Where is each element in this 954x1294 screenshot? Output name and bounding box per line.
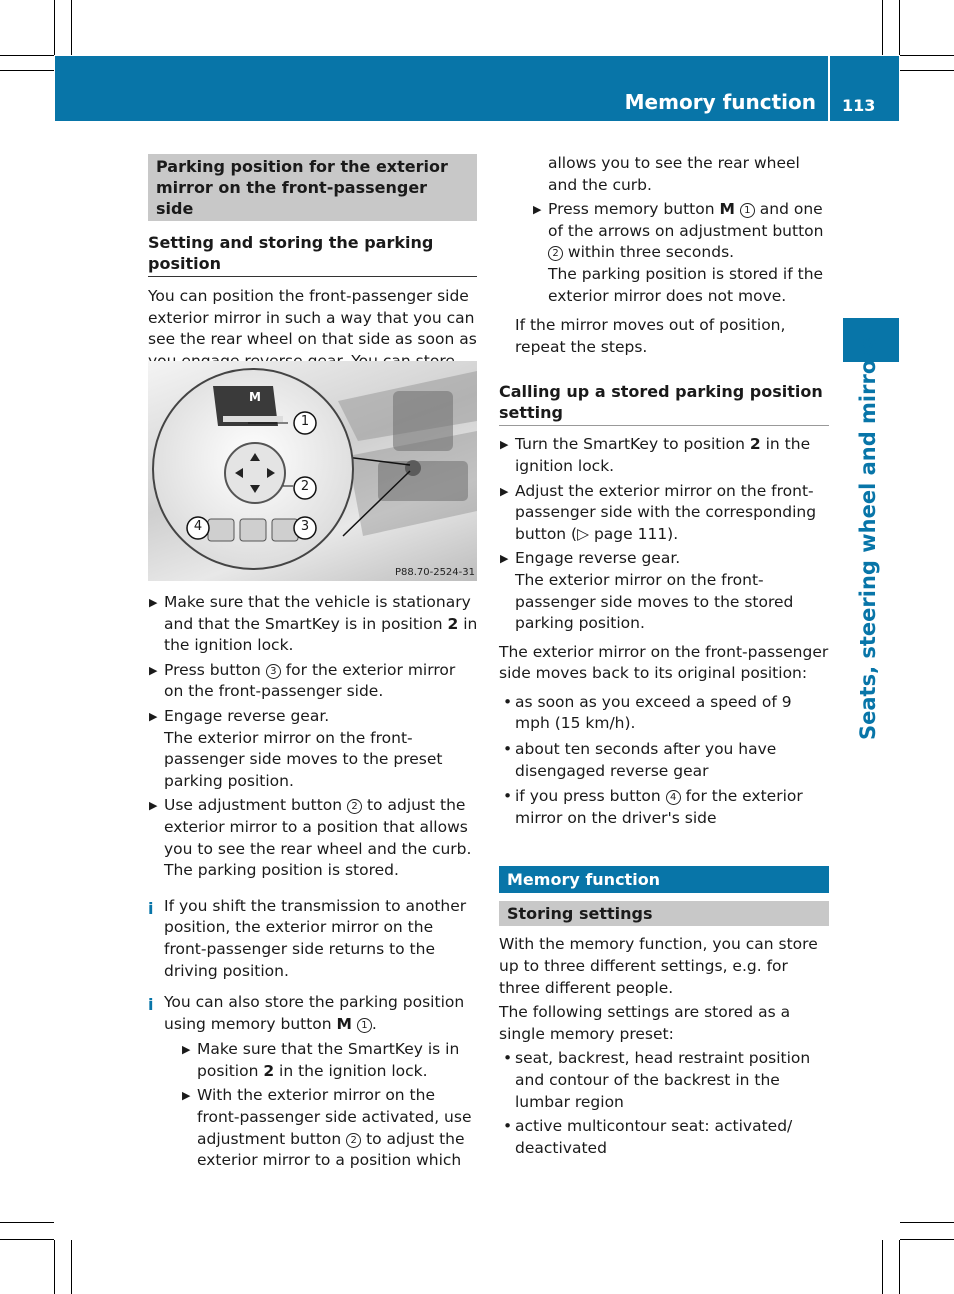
crop-mark — [71, 0, 72, 55]
crop-mark — [0, 1239, 54, 1240]
bullet-icon: • — [503, 740, 513, 759]
crop-mark — [0, 70, 54, 71]
left-column — [148, 154, 477, 394]
crop-mark — [900, 1222, 954, 1223]
info-icon: i — [148, 995, 154, 1015]
callout-2-icon: 2 — [346, 1133, 361, 1148]
section-subheading: Storing settings — [499, 901, 829, 926]
callout-1-icon: 1 — [740, 203, 755, 218]
continued-text: allows you to see the rear wheel and the curb. — [548, 154, 800, 194]
side-tab-label: Seats, steering wheel and mirrors — [856, 336, 880, 740]
callout-2-icon: 2 — [548, 246, 563, 261]
info-note: i You can also store the parking position using memory button M 1 . — [148, 993, 465, 1033]
bullet-icon: • — [503, 787, 513, 806]
step: ▶ Press memory button M 1 and one of the arrows on adjustment button 2 within three seconds. The parking position is stored if the exterior mirror does not move. — [533, 200, 824, 305]
paragraph: The following settings are stored as a single memory preset: — [499, 1003, 791, 1043]
page-title: Memory function — [624, 90, 816, 114]
bullet-icon: • — [503, 1049, 513, 1068]
header-bar — [55, 56, 828, 121]
paragraph: With the memory function, you can store up to three different settings, e.g. for three different people. — [499, 935, 818, 997]
figure-code: P88.70-2524-31 — [394, 567, 475, 578]
info-note: i If you shift the transmission to another position, the exterior mirror on the front-passenger side returns to the driving position. — [148, 896, 467, 980]
subheading: Setting and storing the parking position — [148, 232, 477, 277]
callout-4-icon: 4 — [666, 790, 681, 805]
step: ▶ Make sure that the vehicle is stationary and that the SmartKey is in position 2 in the ignition lock. — [149, 593, 478, 655]
step-arrow-icon: ▶ — [149, 663, 158, 677]
step-arrow-icon: ▶ — [500, 484, 509, 498]
mirror-controls-figure — [148, 361, 477, 581]
page-ref-icon: ▷ — [577, 524, 590, 543]
step: ▶ Adjust the exterior mirror on the front-passenger side with the corresponding button (▷ page 111). — [500, 481, 817, 543]
list-item: • seat, backrest, head restraint position and contour of the backrest in the lumbar region — [503, 1049, 811, 1111]
step: ▶ Press button 3 for the exterior mirror on the front-passenger side. — [149, 660, 456, 701]
step-arrow-icon: ▶ — [500, 552, 509, 566]
step-arrow-icon: ▶ — [500, 438, 509, 452]
step-arrow-icon: ▶ — [182, 1089, 191, 1103]
section-heading: Parking position for the exterior mirror on the front-passenger side — [148, 154, 477, 221]
paragraph: The exterior mirror on the front-passenger side moves back to its original position: — [499, 642, 829, 683]
door-panel-illustration — [148, 361, 477, 581]
left-steps — [148, 592, 479, 1172]
step: ▶ Engage reverse gear. The exterior mirror on the front-passenger side moves to the stored parking position. — [500, 549, 794, 633]
list-item: • about ten seconds after you have disengaged reverse gear — [503, 740, 777, 780]
crop-mark — [71, 1240, 72, 1294]
crop-mark — [0, 55, 54, 56]
crop-mark — [54, 1240, 55, 1294]
page-number-box — [830, 56, 899, 121]
callout-3-icon: 3 — [266, 664, 281, 679]
callout-1: 1 — [300, 414, 310, 429]
crop-mark — [0, 1222, 54, 1223]
right-column — [499, 153, 829, 1159]
step-arrow-icon: ▶ — [182, 1043, 191, 1057]
list-item: • active multicontour seat: activated/ deactivated — [503, 1117, 793, 1157]
callout-1-icon: 1 — [357, 1018, 372, 1033]
crop-mark — [900, 70, 954, 71]
bullet-icon: • — [503, 692, 513, 711]
step-arrow-icon: ▶ — [149, 799, 158, 813]
memory-button-label: M — [249, 390, 261, 404]
crop-mark — [899, 0, 900, 55]
repeat-note: If the mirror moves out of position, repeat the steps. — [515, 316, 786, 356]
subheading: Calling up a stored parking position setting — [499, 381, 829, 426]
step: ▶ Turn the SmartKey to position 2 in the ignition lock. — [500, 435, 811, 475]
callout-2-icon: 2 — [347, 799, 362, 814]
bullet-icon: • — [503, 1117, 513, 1136]
step-arrow-icon: ▶ — [149, 709, 158, 723]
step-arrow-icon: ▶ — [533, 203, 542, 217]
sub-step: ▶ Make sure that the SmartKey is in position 2 in the ignition lock. — [182, 1040, 460, 1080]
sub-step: ▶ With the exterior mirror on the front-passenger side activated, use adjustment button 2 to adjust the exterior mirror to a position which — [182, 1086, 472, 1170]
list-item: • if you press button 4 for the exterior mirror on the driver's side — [503, 787, 803, 827]
crop-mark — [900, 55, 954, 56]
callout-3: 3 — [300, 519, 310, 534]
crop-mark — [899, 1240, 900, 1294]
step: ▶ Use adjustment button 2 to adjust the exterior mirror to a position that allows you to see the rear wheel and the curb. The parking position is stored. — [149, 796, 472, 880]
step: ▶ Engage reverse gear. The exterior mirror on the front-passenger side moves to the preset parking position. — [149, 706, 443, 790]
callout-4: 4 — [193, 519, 203, 534]
crop-mark — [54, 0, 55, 55]
callout-2: 2 — [300, 479, 310, 494]
step-arrow-icon: ▶ — [149, 596, 158, 609]
crop-mark — [900, 1239, 954, 1240]
intro-paragraph: You can position the front-passenger side exterior mirror in such a way that you can see the rear wheel on that side as soon as — [148, 287, 477, 349]
info-icon: i — [148, 898, 154, 918]
page-number: 113 — [842, 96, 876, 115]
crop-mark — [882, 1240, 883, 1294]
list-item: • as soon as you exceed a speed of 9 mph (15 km/h). — [503, 692, 792, 733]
section-heading: Memory function — [499, 866, 829, 893]
crop-mark — [882, 0, 883, 55]
